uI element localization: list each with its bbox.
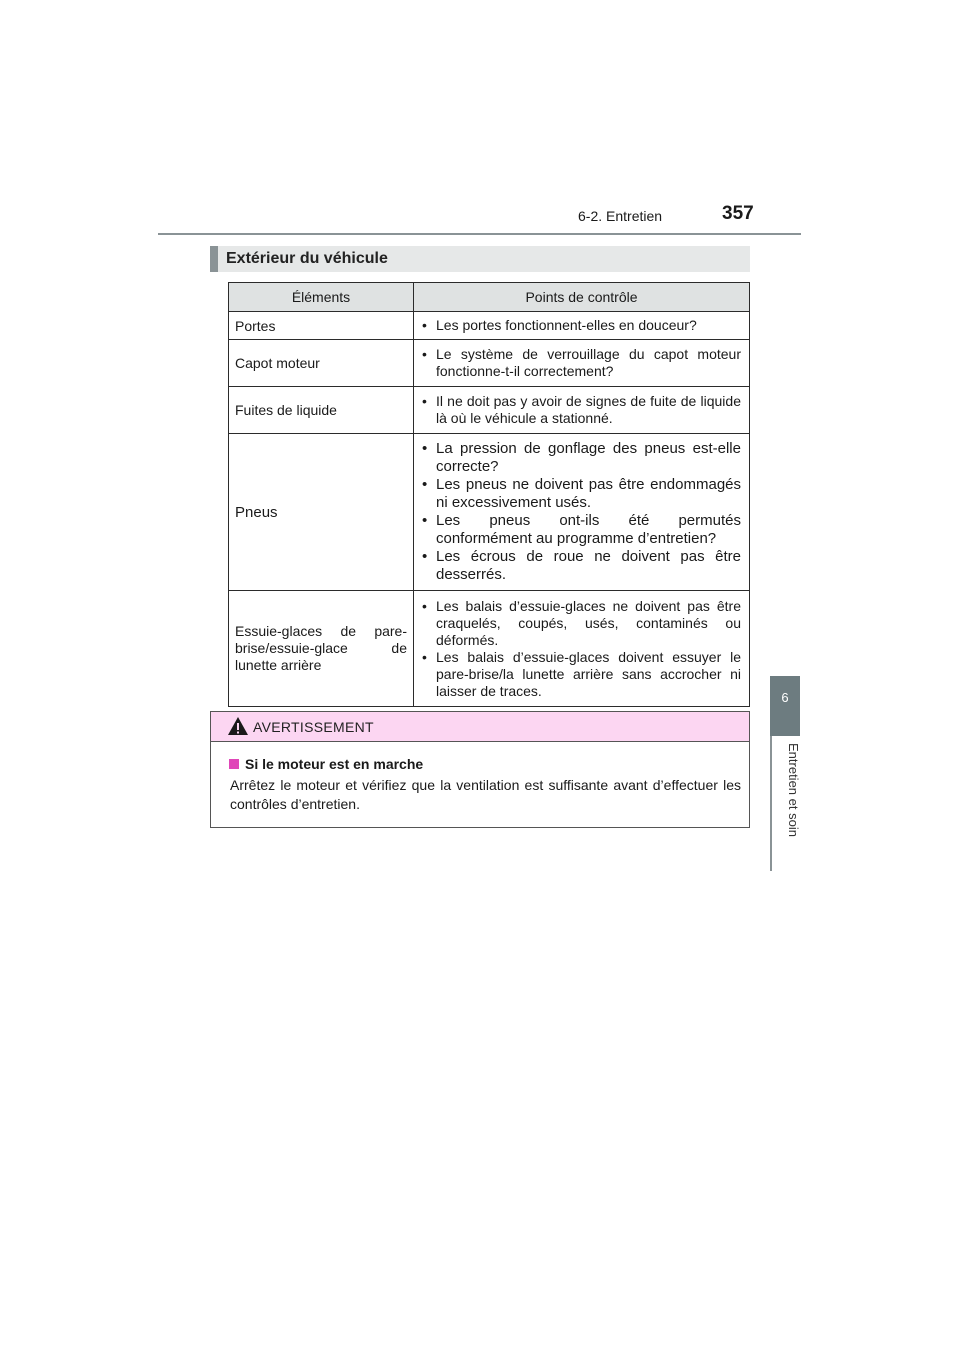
column-header-points: Points de contrôle xyxy=(414,283,750,312)
table-row xyxy=(229,434,750,591)
list-item: • Les balais d’essuie-glaces doivent essuyer le pare-brise/la lunette arrière sans accrocher ni laisser de traces. xyxy=(422,648,741,699)
list-item: • Les écrous de roue ne doivent pas être desserrés. xyxy=(422,548,741,583)
warning-text: Arrêtez le moteur et vérifiez que la ventilation est suffisante avant d’effectuer les contrôles d’entretien. xyxy=(230,777,741,812)
page-number: 357 xyxy=(722,203,754,224)
row-item: Portes xyxy=(229,312,414,340)
table-header-row xyxy=(229,283,750,312)
chapter-tab xyxy=(770,676,800,736)
row-item: Pneus xyxy=(229,434,414,591)
list-item: • Les balais d’essuie-glaces ne doivent pas être craquelés, coupés, usés, contaminés ou déformés. xyxy=(422,597,741,648)
column-header-items: Éléments xyxy=(229,283,414,312)
chapter-tab-bar xyxy=(770,736,772,871)
row-item: Capot moteur xyxy=(229,340,414,387)
warning-box xyxy=(210,711,750,828)
table-row xyxy=(229,591,750,707)
list-item: • Il ne doit pas y avoir de signes de fuite de liquide là où le véhicule a stationné. xyxy=(422,393,741,426)
warning-title: AVERTISSEMENT xyxy=(253,719,374,735)
warning-subtitle-line xyxy=(229,756,423,772)
row-points xyxy=(414,312,750,340)
chapter-label: Entretien et soin xyxy=(786,743,801,837)
list-item: • Les pneus ont-ils été permutés conformément au programme d’entretien? xyxy=(422,512,741,547)
list-item: • Les pneus ne doivent pas être endommagés ni excessivement usés. xyxy=(422,476,741,511)
row-item: Essuie-glaces de pare-brise/essuie-glace de lunette arrière xyxy=(229,591,414,707)
table-row xyxy=(229,387,750,434)
list-item: • Le système de verrouillage du capot moteur fonctionne-t-il correctement? xyxy=(422,346,741,379)
row-points xyxy=(414,591,750,707)
section-heading xyxy=(210,246,750,272)
chapter-tab-label-wrap xyxy=(786,743,806,853)
chapter-number: 6 xyxy=(781,690,789,705)
section-title: Extérieur du véhicule xyxy=(226,250,388,267)
row-points xyxy=(414,340,750,387)
header-rule xyxy=(158,233,801,235)
list-item: • Les portes fonctionnent-elles en douceur? xyxy=(422,317,697,333)
row-points xyxy=(414,387,750,434)
warning-subtitle: Si le moteur est en marche xyxy=(245,756,424,772)
table-row xyxy=(229,340,750,387)
warning-triangle-icon xyxy=(227,716,249,736)
list-item: • La pression de gonflage des pneus est-elle correcte? xyxy=(422,440,741,475)
header-section-title: 6-2. Entretien xyxy=(578,208,663,224)
square-marker-icon xyxy=(229,759,239,769)
row-item: Fuites de liquide xyxy=(229,387,414,434)
warning-header xyxy=(211,712,749,742)
inspection-table xyxy=(228,282,750,707)
row-points xyxy=(414,434,750,591)
table-row xyxy=(229,312,750,340)
